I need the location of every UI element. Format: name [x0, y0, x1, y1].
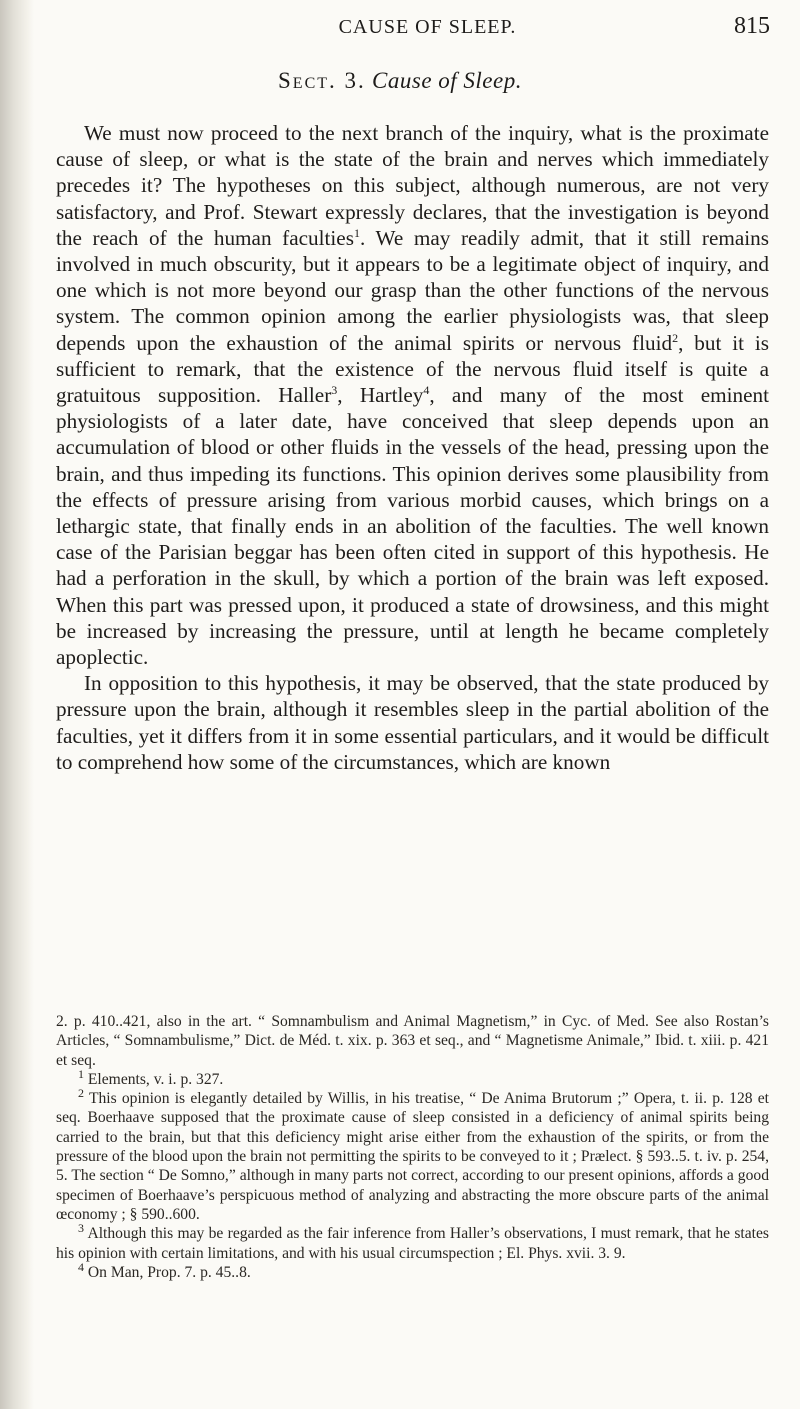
footnote-continuation: 2. p. 410..421, also in the art. “ Somnambulism and Animal Magnetism,” in Cyc. of Med. See also Rostan’s Articles, “ Somnambulisme,” Dict. de Méd. t. xix. p. 363 et seq., and “ Magnetisme Animale,” Ibid. t. xiii. p. 421 et seq.: [56, 1013, 769, 1069]
footnote-1: [56, 1066, 769, 1089]
page-number: 815: [734, 13, 770, 39]
paragraph-1-text: , and many of the most eminent physiologists of a later date, have conceived that sleep depends upon an accumulation of blood or other fluids in the vessels of the head, pressing upon the brain, and thus impeding its functions. This opinion derives some plausibility from the effects of pressure arising from various morbid causes, which brings on a lethargic state, that finally ends in an abolition of the faculties. The well known case of the Parisian beggar has been often cited in support of this hypothesis. He had a perforation in the skull, by which a portion of the brain was left exposed. When this part was pressed upon, it produced a state of drowsiness, and this might be increased by increasing the pressure, until at length he became completely apoplectic.: [56, 383, 769, 670]
running-head-title: CAUSE OF SLEEP.: [338, 16, 517, 38]
section-heading: [0, 68, 800, 94]
footnote-text: This opinion is elegantly detailed by Willis, in his treatise, “ De Anima Brutorum ;” Opera, t. ii. p. 128 et seq. Boerhaave supposed that the proximate cause of sleep consisted in a deficiency of animal spirits being carried to the brain, but that this deficiency might arise either from the exhaustion of the spirits, or from the pressure of the blood upon the brain not permitting the spirits to be conveyed to it ; Prælect. § 593..5. t. iv. p. 254, 5. The section “ De Somno,” although in many parts not correct, according to our present opinions, affords a good specimen of Boerhaave’s perspicuous method of analyzing and abstracting the more obscure parts of the animal œconomy ; § 590..600.: [56, 1090, 769, 1223]
footnote-3: [56, 1221, 769, 1263]
paragraph-1-text: . We may readily admit, that it still remains involved in much obscurity, but it appears to be a legitimate object of inquiry, and one which is not more beyond our grasp than the other functions of the nervous system. The common opinion among the earlier physiologists was, that sleep depends upon the exhaustion of the animal spirits or nervous fluid: [56, 225, 769, 355]
footnote-ref-1[interactable]: 1: [353, 225, 360, 240]
paragraph-1-text: We must now proceed to the next branch of the inquiry, what is the proximate cause of sleep, or what is the state of the brain and nerves which immediately precedes it? The hypotheses on this subject, although numerous, are not very satisfactory, and Prof. Stewart expressly declares, that the investigation is beyond the reach of the human faculties: [56, 121, 769, 250]
footnote-mark: 4: [78, 1259, 84, 1274]
paragraph-1: [56, 120, 769, 670]
footnote-mark: 3: [78, 1221, 84, 1236]
footnotes: [56, 1012, 769, 1282]
footnote-ref-2[interactable]: 2: [672, 330, 679, 345]
page-gutter-shadow: [0, 0, 34, 1409]
paragraph-2-text: In opposition to this hypothesis, it may be observed, that the state produced by pressure upon the brain, although it resembles sleep in the partial abolition of the faculties, yet it differs from it in some essential particulars, and it would be difficult to comprehend how some of the circumstances, which are known: [56, 671, 769, 774]
footnote-4: [56, 1259, 769, 1282]
paragraph-1-text: , Hartley: [337, 383, 424, 408]
section-title: Cause of Sleep.: [372, 68, 522, 93]
running-head: [85, 10, 770, 44]
paragraph-1-text: , but it is sufficient to remark, that the existence of the nervous fluid itself is quite a gratuitous supposition. Haller: [56, 330, 770, 408]
footnote-text: Elements, v. i. p. 327.: [87, 1070, 224, 1088]
footnote-ref-3[interactable]: 3: [331, 382, 338, 397]
footnote-text: On Man, Prop. 7. p. 45..8.: [87, 1263, 251, 1281]
footnote-text: Although this may be regarded as the fair inference from Haller’s observations, I must remark, that he states his opinion with certain limitations, and with his usual circumspection ; El. Phys. xvii. 3. 9.: [56, 1225, 769, 1262]
footnote-2: [56, 1086, 769, 1224]
footnote-ref-4[interactable]: 4: [423, 382, 430, 397]
body-text: [56, 120, 769, 775]
section-label: Sect. 3.: [278, 68, 366, 93]
footnote-mark: 2: [78, 1086, 84, 1100]
paragraph-2: [56, 670, 769, 775]
footnote-mark: 1: [78, 1066, 84, 1081]
